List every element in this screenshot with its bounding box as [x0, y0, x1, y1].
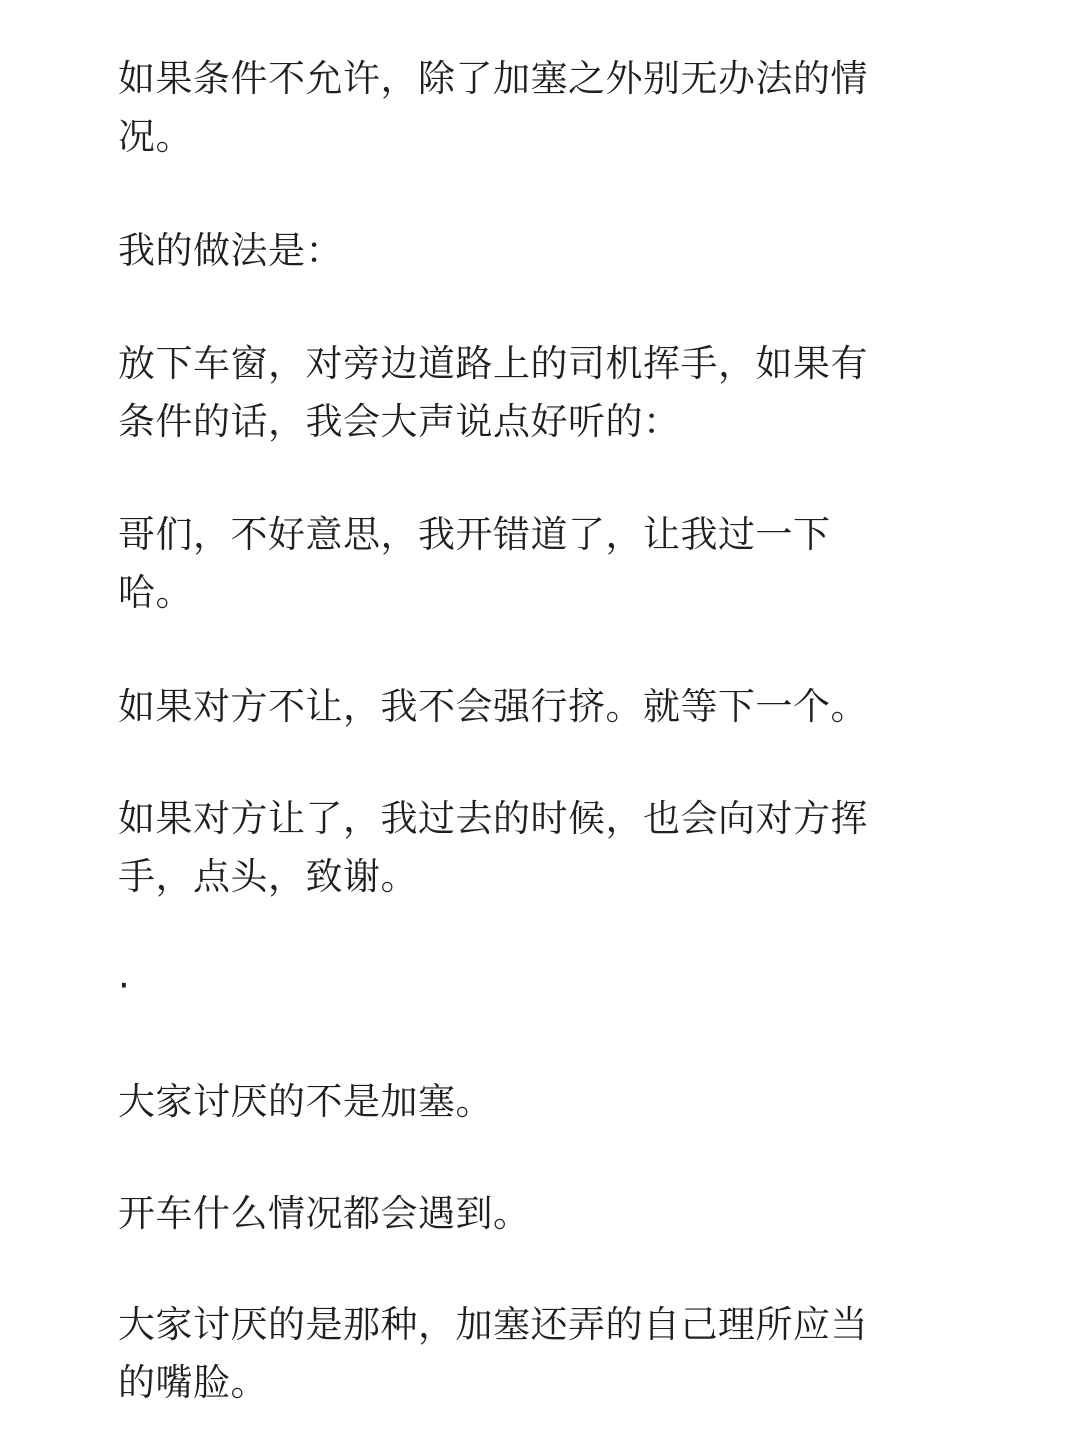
text-line: 哥们，不好意思，我开错道了，让我过一下 [118, 513, 831, 556]
paragraph [118, 678, 898, 736]
text-line: 手，点头，致谢。 [118, 855, 418, 898]
text-line: 我的做法是： [118, 229, 343, 272]
text-line: 大家讨厌的不是加塞。 [118, 1080, 493, 1123]
paragraph [118, 222, 898, 280]
paragraph [118, 50, 898, 166]
paragraph [118, 790, 898, 906]
separator-dot: · [118, 964, 130, 1007]
text-line: 的嘴脸。 [118, 1361, 268, 1404]
text-line: 如果条件不允许，除了加塞之外别无办法的情 [118, 57, 868, 100]
text-line: 况。 [118, 115, 193, 158]
paragraph [118, 506, 898, 622]
text-line: 如果对方不让，我不会强行挤。就等下一个。 [118, 685, 868, 728]
paragraph [118, 335, 898, 451]
text-line: 如果对方让了，我过去的时候，也会向对方挥 [118, 797, 868, 840]
text-line: 放下车窗，对旁边道路上的司机挥手，如果有 [118, 342, 868, 385]
paragraph [118, 1296, 898, 1412]
text-line: 开车什么情况都会遇到。 [118, 1192, 531, 1235]
text-line: 条件的话，我会大声说点好听的： [118, 400, 681, 443]
text-line: 哈。 [118, 571, 193, 614]
paragraph [118, 1185, 898, 1243]
text-line: 大家讨厌的是那种，加塞还弄的自己理所应当 [118, 1303, 868, 1346]
paragraph [118, 1073, 898, 1131]
